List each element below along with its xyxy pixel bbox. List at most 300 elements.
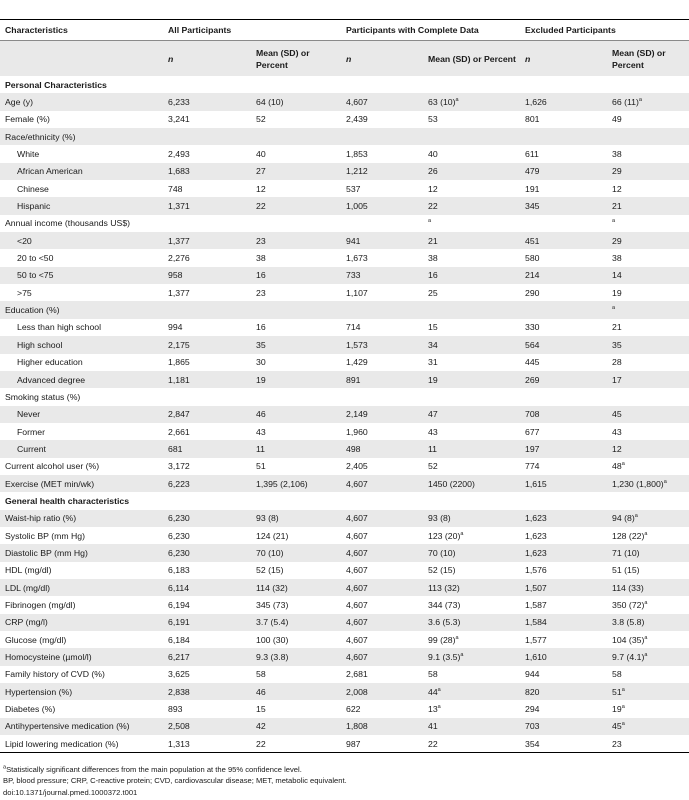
cell-value: 45 — [612, 721, 622, 732]
cell-all-n — [163, 700, 251, 717]
cell-all-n — [163, 631, 251, 648]
cell-complete-value — [423, 215, 520, 232]
cell-value: 21 — [428, 235, 438, 246]
cell-excluded-value — [607, 735, 689, 753]
significance-marker: a — [644, 600, 648, 607]
row-label: <20 — [0, 232, 163, 249]
table-row — [0, 527, 689, 544]
cell-value: 1,610 — [525, 652, 547, 663]
cell-value: 1,313 — [168, 738, 190, 749]
cell-value: 128 (22) — [612, 530, 645, 541]
cell-all-n — [163, 614, 251, 631]
cell-all-n — [163, 562, 251, 579]
cell-all-value — [251, 440, 341, 457]
row-label: Chinese — [17, 183, 49, 194]
row-label: Education (%) — [0, 301, 163, 318]
cell-value: 31 — [428, 357, 438, 368]
cell-value: 1,212 — [346, 166, 368, 177]
cell-value: 1,576 — [525, 565, 547, 576]
cell-value: 714 — [346, 322, 361, 333]
row-label: High school — [0, 336, 163, 353]
cell-value: 4,607 — [346, 478, 368, 489]
cell-value: 330 — [525, 322, 540, 333]
cell-value: 944 — [525, 669, 540, 680]
cell-all-value — [251, 388, 341, 405]
row-label: 20 to <50 — [17, 253, 54, 264]
cell-complete-n — [341, 111, 423, 128]
row-label: Fibrinogen (mg/dl) — [5, 599, 76, 610]
cell-excluded-n — [520, 301, 607, 318]
cell-excluded-n — [520, 180, 607, 197]
cell-complete-value — [423, 683, 520, 700]
cell-excluded-n — [520, 284, 607, 301]
cell-excluded-value — [607, 197, 689, 214]
cell-value: 41 — [428, 721, 438, 732]
cell-excluded-value — [607, 163, 689, 180]
header-row-groups — [0, 20, 689, 41]
cell-value: 2,661 — [168, 426, 190, 437]
abbreviations-note: BP, blood pressure; CRP, C-reactive protein; CVD, cardiovascular disease; MET, metabolic equivalent. — [3, 776, 347, 786]
cell-value: 6,194 — [168, 599, 190, 610]
cell-excluded-value — [607, 354, 689, 371]
cell-all-value — [251, 128, 341, 145]
cell-value: 3,172 — [168, 461, 190, 472]
header-excluded: Excluded Participants — [520, 20, 689, 41]
cell-excluded-n — [520, 700, 607, 717]
cell-value: 1,181 — [168, 374, 190, 385]
cell-value: 13 — [428, 704, 438, 715]
table-row — [0, 388, 689, 405]
cell-complete-n — [341, 648, 423, 665]
cell-value: 123 (20) — [428, 530, 461, 541]
significance-marker: a — [621, 721, 625, 728]
header-n-complete: n — [341, 41, 423, 77]
cell-value: 1,623 — [525, 513, 547, 524]
row-label: HDL (mg/dl) — [5, 565, 52, 576]
cell-value: 891 — [346, 374, 361, 385]
cell-value: 344 (73) — [428, 599, 461, 610]
cell-excluded-value — [607, 562, 689, 579]
cell-value: 93 (8) — [428, 513, 451, 524]
cell-value: 45 — [612, 409, 622, 420]
row-label: Hypertension (%) — [0, 683, 163, 700]
cell-complete-value — [423, 666, 520, 683]
row-label: Former — [17, 426, 45, 437]
significance-marker: a — [621, 461, 625, 468]
cell-value: 1,377 — [168, 287, 190, 298]
table-row — [0, 163, 689, 180]
cell-all-n — [163, 163, 251, 180]
cell-excluded-n — [520, 648, 607, 665]
row-label: Lipid lowering medication (%) — [0, 735, 163, 753]
row-label: Never — [0, 406, 163, 423]
cell-excluded-value — [607, 284, 689, 301]
table-body — [0, 76, 689, 753]
cell-all-n — [163, 458, 251, 475]
cell-value: 2,175 — [168, 339, 190, 350]
significance-marker: a — [663, 478, 667, 485]
significance-marker: a — [612, 218, 616, 225]
cell-complete-n — [341, 735, 423, 753]
cell-value: 27 — [256, 166, 266, 177]
cell-value: 23 — [256, 287, 266, 298]
cell-excluded-value — [607, 111, 689, 128]
cell-all-n — [163, 406, 251, 423]
cell-excluded-n — [520, 544, 607, 561]
footnote-marker: a — [3, 764, 7, 771]
cell-value: 537 — [346, 183, 361, 194]
cell-all-value — [251, 527, 341, 544]
header-n-excluded: n — [520, 41, 607, 77]
cell-complete-value — [423, 458, 520, 475]
cell-complete-value — [423, 596, 520, 613]
cell-excluded-value — [607, 475, 689, 492]
cell-value: 6,217 — [168, 652, 190, 663]
cell-excluded-value — [607, 666, 689, 683]
row-label: Advanced degree — [0, 371, 163, 388]
cell-value: 269 — [525, 374, 540, 385]
cell-excluded-value — [607, 319, 689, 336]
cell-all-value — [251, 631, 341, 648]
cell-all-n — [163, 735, 251, 753]
row-label: White — [17, 149, 40, 160]
header-row-measures — [0, 41, 689, 77]
cell-value: 12 — [612, 183, 622, 194]
cell-value: 99 (28) — [428, 634, 456, 645]
cell-excluded-value — [607, 614, 689, 631]
cell-value: 26 — [428, 166, 438, 177]
row-label: LDL (mg/dl) — [0, 579, 163, 596]
cell-all-n — [163, 232, 251, 249]
cell-complete-n — [341, 458, 423, 475]
cell-all-value — [251, 197, 341, 214]
cell-complete-n — [341, 544, 423, 561]
header-complete-data: Participants with Complete Data — [341, 20, 520, 41]
cell-value: 17 — [612, 374, 622, 385]
cell-all-n — [163, 596, 251, 613]
cell-complete-n — [341, 579, 423, 596]
cell-value: 1,005 — [346, 201, 368, 212]
cell-value: 6,223 — [168, 478, 190, 489]
significance-marker: a — [612, 305, 616, 312]
cell-value: 48 — [612, 461, 622, 472]
cell-excluded-n — [520, 232, 607, 249]
cell-value: 52 (15) — [428, 565, 456, 576]
cell-complete-value — [423, 232, 520, 249]
cell-complete-n — [341, 267, 423, 284]
cell-value: 820 — [525, 686, 540, 697]
table-row — [0, 93, 689, 110]
cell-value: 1,395 (2,106) — [256, 478, 308, 489]
cell-value: 51 (15) — [612, 565, 640, 576]
cell-excluded-n — [520, 510, 607, 527]
cell-value: 2,493 — [168, 149, 190, 160]
cell-value: 44 — [428, 686, 438, 697]
cell-all-value — [251, 718, 341, 735]
table-row — [0, 284, 689, 301]
cell-all-n — [163, 475, 251, 492]
cell-all-value — [251, 562, 341, 579]
table-row — [0, 301, 689, 318]
cell-complete-n — [341, 197, 423, 214]
header-mean-all: Mean (SD) or Percent — [251, 41, 341, 77]
header-all-participants: All Participants — [163, 20, 341, 41]
row-label: Waist-hip ratio (%) — [0, 510, 163, 527]
cell-value: 52 (15) — [256, 565, 284, 576]
cell-complete-value — [423, 197, 520, 214]
cell-all-n — [163, 145, 251, 162]
cell-value: 51 — [612, 686, 622, 697]
table-row — [0, 371, 689, 388]
cell-value: 1,853 — [346, 149, 368, 160]
cell-excluded-n — [520, 128, 607, 145]
cell-value: 22 — [256, 738, 266, 749]
cell-value: 11 — [428, 443, 438, 454]
cell-complete-value — [423, 614, 520, 631]
cell-value: 43 — [612, 426, 622, 437]
cell-complete-value — [423, 111, 520, 128]
row-label: CRP (mg/l) — [0, 614, 163, 631]
cell-all-n — [163, 440, 251, 457]
cell-value: 25 — [428, 287, 438, 298]
cell-all-value — [251, 458, 341, 475]
table-row — [0, 128, 689, 145]
table-row — [0, 232, 689, 249]
cell-complete-n — [341, 336, 423, 353]
cell-excluded-n — [520, 163, 607, 180]
cell-value: 1,107 — [346, 287, 368, 298]
cell-complete-value — [423, 510, 520, 527]
cell-value: 3.6 (5.3) — [428, 617, 461, 628]
cell-value: 70 (10) — [428, 547, 456, 558]
cell-value: 2,508 — [168, 721, 190, 732]
cell-value: 6,191 — [168, 617, 190, 628]
cell-value: 3.7 (5.4) — [256, 617, 289, 628]
row-label: Diastolic BP (mm Hg) — [0, 544, 163, 561]
header-blank — [0, 41, 163, 77]
cell-value: 6,114 — [168, 582, 190, 593]
cell-value: 479 — [525, 166, 540, 177]
cell-all-n — [163, 544, 251, 561]
cell-value: 677 — [525, 426, 540, 437]
cell-excluded-value — [607, 579, 689, 596]
cell-complete-n — [341, 388, 423, 405]
cell-excluded-value — [607, 406, 689, 423]
table-row — [0, 544, 689, 561]
significance-marker: a — [437, 686, 441, 693]
significance-marker: a — [634, 513, 638, 520]
cell-all-n — [163, 336, 251, 353]
cell-excluded-n — [520, 371, 607, 388]
doi-link[interactable]: doi:10.1371/journal.pmed.1000372.t001 — [3, 787, 138, 797]
section-label: Personal Characteristics — [5, 79, 107, 90]
cell-complete-value — [423, 648, 520, 665]
row-label: Diabetes (%) — [5, 704, 56, 715]
cell-value: 38 — [256, 253, 266, 264]
cell-value: 113 (32) — [428, 582, 460, 593]
row-label: African American — [0, 163, 163, 180]
row-label: Race/ethnicity (%) — [0, 128, 163, 145]
cell-value: 564 — [525, 339, 540, 350]
table-row — [0, 631, 689, 648]
cell-value: 19 — [612, 704, 622, 715]
cell-value: 58 — [612, 669, 622, 680]
cell-excluded-value — [607, 215, 689, 232]
cell-value: 114 (32) — [256, 582, 288, 593]
cell-complete-n — [341, 249, 423, 266]
cell-complete-value — [423, 579, 520, 596]
cell-complete-n — [341, 319, 423, 336]
cell-value: 1,623 — [525, 547, 547, 558]
cell-all-value — [251, 666, 341, 683]
cell-all-value — [251, 596, 341, 613]
cell-value: 47 — [428, 409, 438, 420]
cell-value: 38 — [428, 253, 438, 264]
cell-value: 29 — [612, 235, 622, 246]
cell-value: 6,183 — [168, 565, 190, 576]
cell-value: 29 — [612, 166, 622, 177]
cell-all-value — [251, 301, 341, 318]
cell-excluded-n — [520, 249, 607, 266]
cell-value: 40 — [256, 149, 266, 160]
cell-value: 34 — [428, 339, 438, 350]
header-characteristics: Characteristics — [0, 20, 163, 41]
cell-complete-n — [341, 596, 423, 613]
table-row — [0, 354, 689, 371]
cell-value: 354 — [525, 738, 540, 749]
cell-excluded-n — [520, 336, 607, 353]
cell-value: 703 — [525, 721, 540, 732]
section-header-row — [0, 492, 689, 509]
cell-complete-n — [341, 423, 423, 440]
cell-value: 6,230 — [168, 547, 190, 558]
cell-excluded-n — [520, 388, 607, 405]
table-row — [0, 267, 689, 284]
row-label: 50 to <75 — [0, 267, 163, 284]
cell-value: 6,230 — [168, 530, 190, 541]
header-mean-excluded: Mean (SD) or Percent — [607, 41, 689, 77]
table-row — [0, 666, 689, 683]
table-row — [0, 215, 689, 232]
cell-value: 1,683 — [168, 166, 190, 177]
cell-excluded-n — [520, 666, 607, 683]
cell-value: 100 (30) — [256, 634, 289, 645]
cell-value: 958 — [168, 270, 183, 281]
cell-all-n — [163, 93, 251, 110]
cell-value: 30 — [256, 357, 266, 368]
cell-complete-n — [341, 510, 423, 527]
cell-value: 774 — [525, 461, 540, 472]
cell-all-value — [251, 232, 341, 249]
table-row — [0, 683, 689, 700]
cell-complete-value — [423, 388, 520, 405]
cell-value: 1,623 — [525, 530, 547, 541]
cell-value: 124 (21) — [256, 530, 289, 541]
cell-complete-n — [341, 215, 423, 232]
row-label: Less than high school — [17, 322, 102, 333]
cell-value: 498 — [346, 443, 361, 454]
cell-value: 22 — [428, 738, 438, 749]
cell-value: 451 — [525, 235, 540, 246]
cell-complete-n — [341, 180, 423, 197]
cell-excluded-n — [520, 614, 607, 631]
row-label: Homocysteine (µmol/l) — [0, 648, 163, 665]
cell-value: 4,607 — [346, 652, 368, 663]
cell-excluded-n — [520, 475, 607, 492]
cell-value: 58 — [256, 669, 266, 680]
cell-all-n — [163, 111, 251, 128]
cell-all-n — [163, 319, 251, 336]
cell-complete-value — [423, 93, 520, 110]
cell-complete-value — [423, 735, 520, 753]
cell-value: 708 — [525, 409, 540, 420]
cell-excluded-value — [607, 596, 689, 613]
cell-value: 22 — [256, 201, 266, 212]
cell-value: 733 — [346, 270, 361, 281]
cell-all-value — [251, 579, 341, 596]
cell-complete-value — [423, 284, 520, 301]
cell-value: 611 — [525, 149, 539, 160]
footnote-significance — [3, 764, 347, 775]
cell-excluded-n — [520, 197, 607, 214]
cell-all-n — [163, 718, 251, 735]
cell-excluded-n — [520, 111, 607, 128]
row-label: Glucose (mg/dl) — [5, 634, 67, 645]
cell-value: 16 — [428, 270, 438, 281]
cell-all-n — [163, 423, 251, 440]
cell-value: 290 — [525, 287, 540, 298]
cell-all-n — [163, 579, 251, 596]
cell-excluded-n — [520, 631, 607, 648]
table-notes — [3, 764, 347, 798]
cell-all-n — [163, 267, 251, 284]
table-row — [0, 614, 689, 631]
cell-value: 345 — [525, 201, 540, 212]
cell-value: 994 — [168, 322, 183, 333]
cell-value: 114 (33) — [612, 582, 644, 593]
cell-value: 93 (8) — [256, 513, 279, 524]
cell-value: 70 (10) — [256, 547, 284, 558]
cell-all-value — [251, 614, 341, 631]
cell-value: 681 — [168, 443, 183, 454]
cell-excluded-value — [607, 336, 689, 353]
cell-complete-n — [341, 371, 423, 388]
cell-value: 63 (10) — [428, 97, 456, 108]
row-label: Hispanic — [0, 197, 163, 214]
cell-value: 21 — [612, 201, 622, 212]
cell-excluded-value — [607, 544, 689, 561]
cell-excluded-value — [607, 301, 689, 318]
cell-value: 1,584 — [525, 617, 547, 628]
cell-complete-value — [423, 336, 520, 353]
cell-all-value — [251, 319, 341, 336]
cell-all-n — [163, 249, 251, 266]
cell-value: 52 — [256, 114, 266, 125]
cell-all-n — [163, 648, 251, 665]
row-label: Systolic BP (mm Hg) — [5, 530, 85, 541]
table-row — [0, 111, 689, 128]
row-label: >75 — [17, 287, 32, 298]
table-row — [0, 319, 689, 336]
cell-value: 801 — [525, 114, 540, 125]
cell-complete-n — [341, 700, 423, 717]
header-mean-complete: Mean (SD) or Percent — [423, 41, 520, 77]
cell-value: 9.7 (4.1) — [612, 652, 645, 663]
cell-value: 4,607 — [346, 617, 368, 628]
cell-complete-n — [341, 128, 423, 145]
row-label: Exercise (MET min/wk) — [0, 475, 163, 492]
cell-value: 38 — [612, 253, 622, 264]
